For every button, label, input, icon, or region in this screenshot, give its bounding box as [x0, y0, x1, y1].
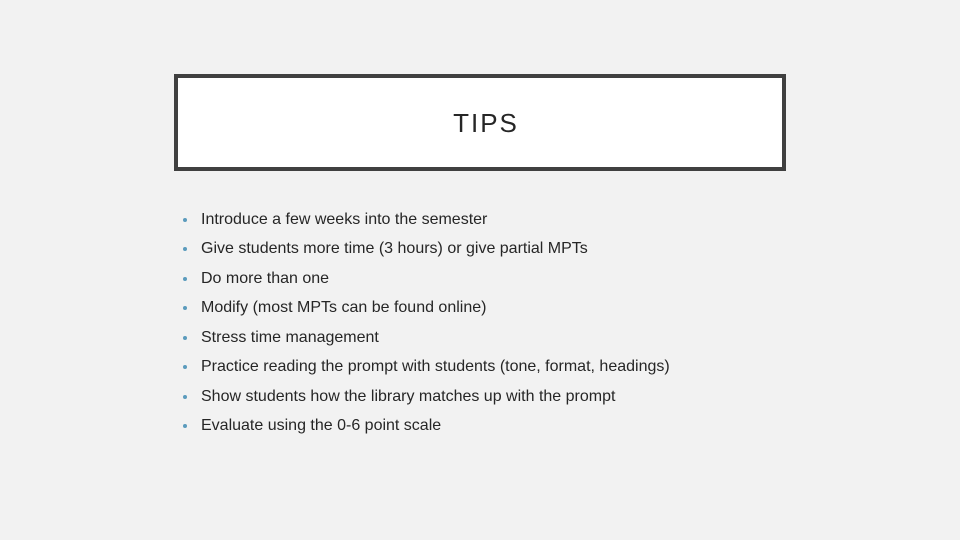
bullet-item	[183, 353, 670, 383]
slide-title: TIPS	[453, 108, 519, 138]
bullet-text: Give students more time (3 hours) or give partial MPTs	[201, 240, 588, 258]
bullet-item	[183, 294, 670, 324]
bullet-item	[183, 382, 670, 412]
bullet-text: Practice reading the prompt with students (tone, format, headings)	[201, 358, 670, 376]
bullet-dot-icon	[183, 306, 187, 310]
bullet-dot-icon	[183, 336, 187, 340]
bullet-list	[183, 205, 670, 441]
bullet-item	[183, 323, 670, 353]
bullet-text: Modify (most MPTs can be found online)	[201, 299, 487, 317]
bullet-item	[183, 205, 670, 235]
bullet-text: Do more than one	[201, 269, 330, 287]
bullet-item	[183, 264, 670, 294]
bullet-text: Introduce a few weeks into the semester	[201, 210, 488, 228]
bullet-dot-icon	[183, 365, 187, 369]
bullet-dot-icon	[183, 424, 187, 428]
bullet-dot-icon	[183, 277, 187, 281]
bullet-dot-icon	[183, 395, 187, 399]
bullet-dot-icon	[183, 218, 187, 222]
bullet-item	[183, 235, 670, 265]
bullet-text: Evaluate using the 0-6 point scale	[201, 417, 442, 435]
bullet-item	[183, 412, 670, 442]
bullet-text: Stress time management	[201, 328, 379, 346]
title-box	[174, 74, 786, 171]
bullet-text: Show students how the library matches up with the prompt	[201, 387, 616, 405]
bullet-dot-icon	[183, 247, 187, 251]
